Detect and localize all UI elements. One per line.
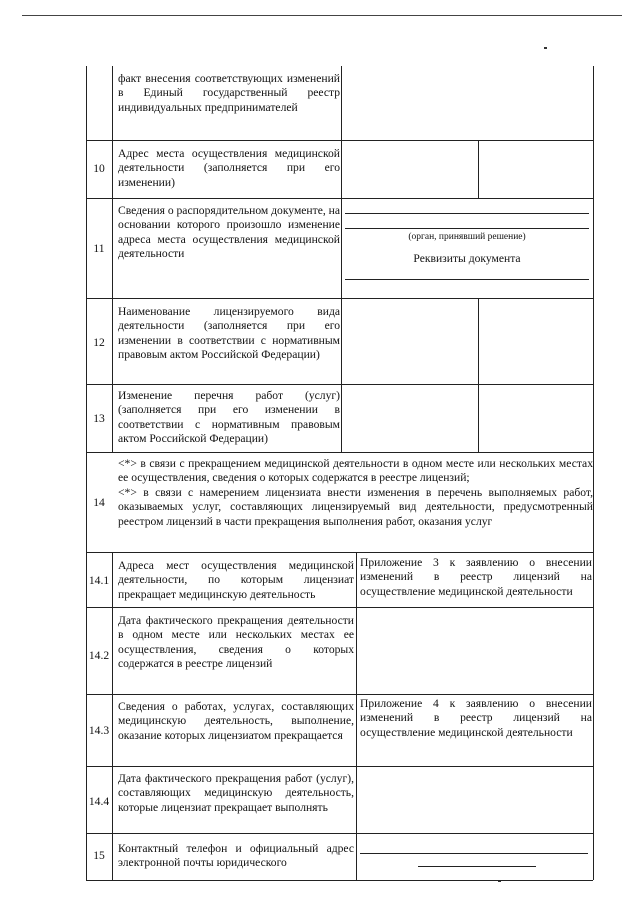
blank-line [345, 279, 589, 280]
row-14-paragraph-2: <*> в связи с намерением лицензиата внести изменения в перечень выполняемых работ, оказываемых услуг, составляющих лицензируемый вид деятельности, предусмотренный реестром лицензий в части прекращения выполнения работ, оказания услуг [118, 486, 593, 528]
scan-speck [544, 47, 547, 49]
row-14-paragraph-1: <*> в связи с прекращением медицинской деятельности в одном месте или нескольких местах ее осуществления, сведения о которых содержатся в реестре лицензий; [118, 457, 593, 485]
row-number: 14 [93, 496, 105, 509]
row-number: 15 [93, 849, 105, 862]
row-label: Дата фактического прекращения работ (услуг), составляющих медицинскую деятельность, которые лицензиат прекращает выполнять [118, 772, 354, 814]
row-divider [86, 880, 593, 881]
row-label: Контактный телефон и официальный адрес электронной почты юридического [118, 842, 354, 870]
row-divider [86, 552, 593, 553]
row-divider [86, 298, 593, 299]
attachment-note: Приложение 3 к заявлению о внесении изменений в реестр лицензий на осуществление медицинской деятельности [360, 556, 592, 598]
table-cell-divider [478, 298, 479, 452]
row-label: Адрес места осуществления медицинской деятельности (заполняется при его изменении) [118, 147, 340, 189]
row-divider [86, 694, 593, 695]
row-divider [86, 833, 593, 834]
blank-line [418, 866, 536, 867]
row-number: 10 [93, 162, 105, 175]
table-col-divider [112, 66, 113, 452]
row-label: Адреса мест осуществления медицинской деятельности, по которым лицензиат прекращает медицинскую деятельность [118, 559, 354, 601]
row-number: 14.3 [88, 724, 110, 737]
row-divider [86, 384, 593, 385]
row-number: 14.4 [88, 795, 110, 808]
blank-line [345, 213, 589, 214]
table-border-left [86, 66, 87, 880]
blank-line [360, 853, 588, 854]
row-divider [86, 452, 593, 453]
table-col-divider [341, 66, 342, 452]
table-col-divider [356, 552, 357, 880]
organ-caption: (орган, принявший решение) [408, 232, 526, 242]
table-border-right [593, 66, 594, 880]
row-label: Дата фактического прекращения деятельности в одном месте или нескольких местах ее осуществления, сведения о которых содержатся в реестре лицензий [118, 614, 354, 671]
row-number: 13 [93, 412, 105, 425]
row-number: 14.2 [88, 649, 110, 662]
table-cell-divider [478, 140, 479, 198]
blank-line [345, 228, 589, 229]
row-label: Сведения о распорядительном документе, на основании которого произошло изменение адреса места осуществления медицинской деятельности [118, 204, 340, 261]
row-divider [86, 198, 593, 199]
table-col-divider [112, 552, 113, 880]
row-divider [86, 766, 593, 767]
row-number: 12 [93, 336, 105, 349]
attachment-note: Приложение 4 к заявлению о внесении изменений в реестр лицензий на осуществление медицинской деятельности [360, 697, 592, 739]
row-label: Наименование лицензируемого вида деятельности (заполняется при его изменении в соответствии с нормативным правовым актом Российской Федерации) [118, 305, 340, 362]
row-label: Сведения о работах, услугах, составляющих медицинскую деятельность, выполнение, оказание которых лицензиатом прекращается [118, 700, 354, 742]
document-details-label: Реквизиты документа [413, 252, 521, 265]
row-divider [86, 607, 593, 608]
row-number: 14.1 [88, 574, 110, 587]
row-divider [86, 140, 593, 141]
row-label: Изменение перечня работ (услуг) (заполняется при его изменении в соответствии с нормативным правовым актом Российской Федерации) [118, 389, 340, 446]
top-rule [22, 15, 622, 16]
row-number: 11 [93, 242, 105, 255]
row-continuation-text: факт внесения соответствующих изменений в Единый государственный реестр индивидуальных предпринимателей [118, 72, 340, 114]
